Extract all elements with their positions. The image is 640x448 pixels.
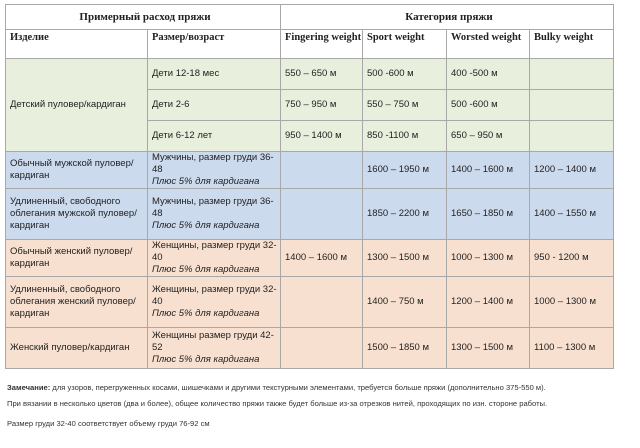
table-row [6, 277, 614, 328]
fingering-cell: 950 – 1400 м [281, 121, 363, 152]
table-row [6, 240, 614, 277]
fingering-cell [281, 189, 363, 240]
size-text: Женщины размер груди 42-52 [152, 330, 274, 353]
size-cell: Дети 12-18 мес [148, 59, 281, 90]
size-cell [148, 152, 281, 189]
fingering-cell [281, 152, 363, 189]
cardigan-note: Плюс 5% для кардигана [152, 220, 260, 231]
note-label: Замечание: [7, 383, 51, 392]
note-text-1: для узоров, перегруженных косами, шишечками и другими текстурными элементами, требуется больше пряжи (дополнительно 375-550 м). [50, 383, 546, 392]
table-row [6, 59, 614, 90]
worsted-cell: 1200 – 1400 м [447, 277, 530, 328]
table-row [6, 328, 614, 369]
header-yarn-category: Категория пряжи [281, 5, 614, 30]
size-text: Мужчины, размер груди 36-48 [152, 196, 274, 219]
item-women-regular: Обычный женский пуловер/кардиган [6, 240, 148, 277]
cardigan-note: Плюс 5% для кардигана [152, 308, 260, 319]
yarn-table-container [5, 4, 613, 369]
sport-cell: 1600 – 1950 м [363, 152, 447, 189]
item-women-large: Женский пуловер/кардиган [6, 328, 148, 369]
bulky-cell: 1100 – 1300 м [530, 328, 614, 369]
header-bulky: Bulky weight [530, 30, 614, 59]
worsted-cell: 1400 – 1600 м [447, 152, 530, 189]
header-yarn-consumption: Примерный расход пряжи [6, 5, 281, 30]
sport-cell: 1300 – 1500 м [363, 240, 447, 277]
worsted-cell: 1300 – 1500 м [447, 328, 530, 369]
cardigan-note: Плюс 5% для кардигана [152, 176, 260, 187]
worsted-cell: 1650 – 1850 м [447, 189, 530, 240]
size-cell [148, 240, 281, 277]
item-women-long: Удлиненный, свободного облегания женский пуловер/кардиган [6, 277, 148, 328]
worsted-cell: 400 -500 м [447, 59, 530, 90]
size-cell: Дети 2-6 [148, 90, 281, 121]
table-row [6, 152, 614, 189]
size-cell [148, 277, 281, 328]
table-row [6, 189, 614, 240]
cardigan-note: Плюс 5% для кардигана [152, 354, 260, 365]
bulky-cell: 1000 – 1300 м [530, 277, 614, 328]
bulky-cell [530, 90, 614, 121]
header-worsted: Worsted weight [447, 30, 530, 59]
header-sport: Sport weight [363, 30, 447, 59]
sport-cell: 500 -600 м [363, 59, 447, 90]
bulky-cell: 950 - 1200 м [530, 240, 614, 277]
sport-cell: 1400 – 750 м [363, 277, 447, 328]
worsted-cell: 650 – 950 м [447, 121, 530, 152]
sport-cell: 850 -1100 м [363, 121, 447, 152]
note-line-1 [7, 382, 627, 393]
note-line-3: Размер груди 32-40 соответствует объему груди 76-92 см [7, 419, 210, 428]
fingering-cell: 750 – 950 м [281, 90, 363, 121]
size-cell [148, 189, 281, 240]
size-text: Женщины, размер груди 32-40 [152, 284, 277, 307]
sport-cell: 550 – 750 м [363, 90, 447, 121]
note-line-2: При вязании в несколько цветов (два и более), общее количество пряжи также будет больше из-за отрезков нитей, проходящих по изн. стороне работы. [7, 399, 548, 408]
bulky-cell: 1200 – 1400 м [530, 152, 614, 189]
bulky-cell [530, 59, 614, 90]
item-men-regular: Обычный мужской пуловер/кардиган [6, 152, 148, 189]
sport-cell: 1500 – 1850 м [363, 328, 447, 369]
sport-cell: 1850 – 2200 м [363, 189, 447, 240]
size-cell: Дети 6-12 лет [148, 121, 281, 152]
fingering-cell: 550 – 650 м [281, 59, 363, 90]
cardigan-note: Плюс 5% для кардигана [152, 264, 260, 275]
fingering-cell: 1400 – 1600 м [281, 240, 363, 277]
item-child-sweater: Детский пуловер/кардиган [6, 59, 148, 152]
yarn-consumption-table [5, 4, 614, 369]
size-text: Женщины, размер груди 32-40 [152, 240, 277, 263]
notes-section [7, 382, 627, 434]
size-cell [148, 328, 281, 369]
bulky-cell: 1400 – 1550 м [530, 189, 614, 240]
worsted-cell: 1000 – 1300 м [447, 240, 530, 277]
size-text: Мужчины, размер груди 36-48 [152, 152, 274, 175]
item-men-long: Удлиненный, свободного облегания мужской пуловер/кардиган [6, 189, 148, 240]
fingering-cell [281, 328, 363, 369]
worsted-cell: 500 -600 м [447, 90, 530, 121]
header-size: Размер/возраст [148, 30, 281, 59]
header-row-groups [6, 5, 614, 30]
header-item: Изделие [6, 30, 148, 59]
header-fingering: Fingering weight [281, 30, 363, 59]
fingering-cell [281, 277, 363, 328]
bulky-cell [530, 121, 614, 152]
header-row-columns [6, 30, 614, 59]
